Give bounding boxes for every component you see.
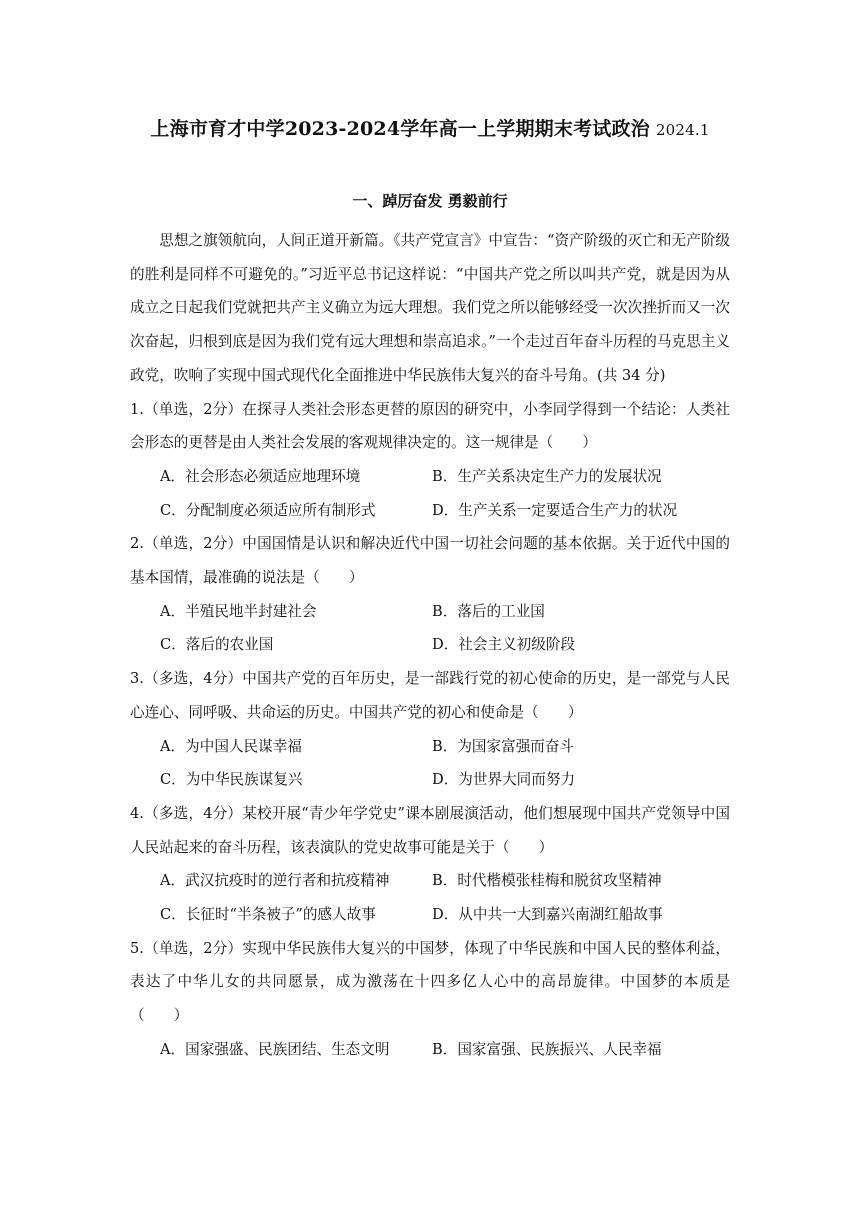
option-a[interactable]: A．国家强盛、民族团结、生态文明 [160,1040,390,1058]
option-a[interactable]: A．半殖民地半封建社会 [160,602,317,620]
question-5 [130,932,730,1067]
option-c[interactable]: C．分配制度必须适应所有制形式 [160,501,376,519]
question-stem: 5.（单选，2分）实现中华民族伟大复兴的中国梦，体现了中华民族和中国人民的整体利益，表达了中华儿女的共同愿景，成为激荡在十四多亿人心中的高昂旋律。中国梦的本质是（ ） [130,939,730,1025]
exam-date: 2024.1 [655,121,710,139]
option-a[interactable]: A．武汉抗疫时的逆行者和抗疫精神 [160,872,390,890]
question-stem: 3.（多选，4分）中国共产党的百年历史，是一部践行党的初心使命的历史，是一部党与人民心连心、同呼吸、共命运的历史。中国共产党的初心和使命是（ ） [130,670,730,721]
exam-content [130,224,730,1067]
question-2 [130,527,730,662]
section-intro: 思想之旗领航向，人间正道开新篇。《共产党宣言》中宣告：“资产阶级的灭亡和无产阶级的胜利是同样不可避免的。”习近平总书记这样说：“中国共产党之所以叫共产党，就是因为从成立之日起我们党就把共产主义确立为远大理想。我们党之所以能够经受一次次挫折而又一次次奋起，归根到底是因为我们党有远大理想和崇高追求。”一个走过百年奋斗历程的马克思主义政党，吹响了实现中国式现代化全面推进中华民族伟大复兴的奋斗号角。(共 34 分) [130,232,730,384]
option-list [130,730,730,797]
option-b[interactable]: B．落后的工业国 [432,602,545,620]
option-b[interactable]: B．国家富强、民族振兴、人民幸福 [432,1040,662,1058]
question-stem: 2.（单选，2分）中国国情是认识和解决近代中国一切社会问题的基本依据。关于近代中国的基本国情，最准确的说法是（ ） [130,535,730,587]
option-d[interactable]: D．社会主义初级阶段 [432,636,576,654]
option-a[interactable]: A．社会形态必须适应地理环境 [160,467,361,485]
question-4 [130,797,730,932]
question-stem: 4.（多选，4分）某校开展“青少年学党史”课本剧展演活动，他们想展现中国共产党领导中国人民站起来的奋斗历程，该表演队的党史故事可能是关于（ ） [130,804,730,856]
question-stem: 1.（单选，2分）在探寻人类社会形态更替的原因的研究中，小李同学得到一个结论：人类社会形态的更替是由人类社会发展的客观规律决定的。这一规律是（ ） [130,400,730,452]
option-b[interactable]: B．生产关系决定生产力的发展状况 [432,467,662,485]
option-d[interactable]: D．从中共一大到嘉兴南湖红船故事 [432,906,663,924]
option-list [130,595,730,662]
option-a[interactable]: A．为中国人民谋幸福 [160,737,302,755]
option-list [130,460,730,527]
option-b[interactable]: B．时代楷模张桂梅和脱贫攻坚精神 [432,872,662,890]
option-d[interactable]: D．生产关系一定要适合生产力的状况 [432,501,678,519]
option-c[interactable]: C．落后的农业国 [160,636,274,654]
option-b[interactable]: B．为国家富强而奋斗 [432,737,575,755]
exam-title-text: 上海市育才中学2023-2024学年高一上学期期末考试政治 [150,118,650,140]
option-list [130,1033,730,1067]
option-d[interactable]: D．为世界大同而努力 [432,771,576,789]
option-list [130,864,730,931]
section-heading: 一、踔厉奋发 勇毅前行 [352,192,508,210]
question-1 [130,393,730,528]
option-c[interactable]: C．为中华民族谋复兴 [160,771,303,789]
option-c[interactable]: C．长征时“半条被子”的感人故事 [160,906,376,924]
exam-title [0,114,860,141]
question-3 [130,662,730,797]
